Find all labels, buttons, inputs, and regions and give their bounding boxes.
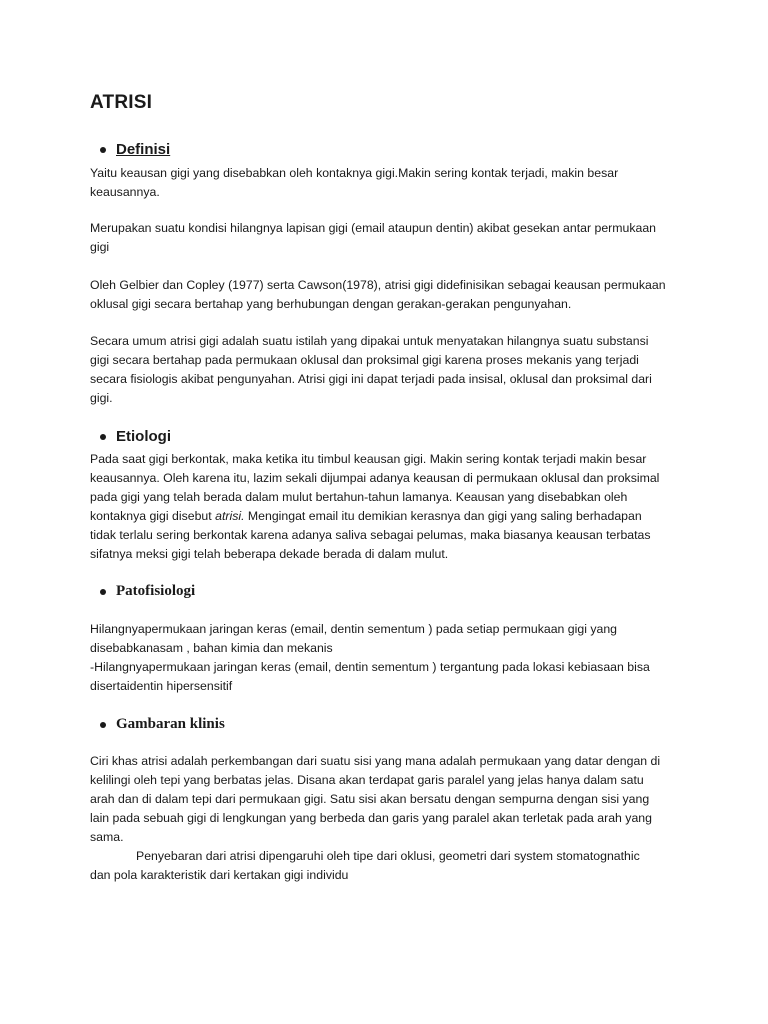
heading-label: Etiologi	[116, 428, 171, 445]
bullet-icon	[100, 434, 106, 440]
text-line: Yaitu keausan gigi yang disebabkan oleh kontaknya gigi.Makin sering kontak terjadi, makin besar	[90, 166, 619, 180]
bullet-icon	[100, 147, 106, 153]
heading-label: Definisi	[116, 141, 171, 158]
italic-term: atrisi.	[215, 509, 245, 523]
text-line: keausannya.	[90, 185, 160, 199]
paragraph-definisi-3	[90, 276, 682, 314]
text-run: Mengingat email itu demikian kerasnya dan gigi yang saling berhadapan	[244, 509, 642, 523]
heading-label: Patofisiologi	[116, 583, 196, 599]
paragraph-gambaran-klinis-2	[90, 847, 682, 885]
text-line: oklusal gigi secara bertahap yang berhubungan dengan gerakan-gerakan pengunyahan.	[90, 297, 572, 311]
text-line: disebabkanasam , bahan kimia dan mekanis	[90, 641, 333, 655]
heading-definisi	[100, 141, 170, 158]
text-line: -Hilangnyapermukaan jaringan keras (email, dentin sementum ) tergantung pada lokasi kebiasaan bisa	[90, 660, 650, 674]
text-line: Oleh Gelbier dan Copley (1977) serta Cawson(1978), atrisi gigi didefinisikan sebagai keausan permukaan	[90, 278, 666, 292]
text-line: lain pada sebuah gigi di lengkungan yang berbeda dan garis yang paralel akan terletak pada arah yang	[90, 811, 652, 825]
text-line: dan pola karakteristik dari kertakan gigi individu	[90, 868, 349, 882]
paragraph-etiologi	[90, 450, 682, 564]
bullet-icon	[100, 589, 106, 595]
text-line: arah dan di dalam tepi dari permukaan gigi. Satu sisi akan bersatu dengan sempurna dengan sisi yang	[90, 792, 650, 806]
text-line	[90, 507, 682, 526]
text-line: Ciri khas atrisi adalah perkembangan dari suatu sisi yang mana adalah permukaan yang datar dengan di	[90, 754, 661, 768]
paragraph-gambaran-klinis-1	[90, 752, 682, 847]
heading-etiologi	[100, 428, 171, 445]
text-line: Hilangnyapermukaan jaringan keras (email, dentin sementum ) pada setiap permukaan gigi yang	[90, 622, 618, 636]
text-line: gigi	[90, 240, 110, 254]
bullet-icon	[100, 722, 106, 728]
text-line: Pada saat gigi berkontak, maka ketika itu timbul keausan gigi. Makin sering kontak terjadi makin besar	[90, 452, 647, 466]
text-line: disertaidentin hipersensitif	[90, 679, 233, 693]
text-line: gigi.	[90, 391, 113, 405]
document-title: ATRISI	[90, 92, 153, 113]
text-line: tidak terlalu sering berkontak karena adanya saliva sebagai pelumas, maka biasanya keausan terbatas	[90, 528, 651, 542]
paragraph-patofisiologi	[90, 620, 682, 696]
heading-gambaran-klinis	[100, 716, 225, 733]
text-line: Penyebaran dari atrisi dipengaruhi oleh tipe dari oklusi, geometri dari system stomatognathic	[136, 849, 640, 863]
paragraph-definisi-4	[90, 332, 682, 408]
paragraph-definisi-1	[90, 164, 682, 202]
paragraph-definisi-2	[90, 219, 682, 257]
text-line: Merupakan suatu kondisi hilangnya lapisan gigi (email ataupun dentin) akibat gesekan antar permukaan	[90, 221, 657, 235]
text-line: pada gigi yang telah berada dalam mulut bertahun-tahun lamanya. Keausan yang disebabkan oleh	[90, 490, 628, 504]
text-run: kontaknya gigi disebut	[90, 509, 216, 523]
heading-patofisiologi	[100, 583, 195, 600]
text-line: kelilingi oleh tepi yang berbatas jelas. Disana akan terdapat garis paralel yang jelas hanya dalam satu	[90, 773, 644, 787]
text-line: secara fisiologis akibat pengunyahan. Atrisi gigi ini dapat terjadi pada insisal, oklusal dan proksimal dari	[90, 372, 652, 386]
text-line: sifatnya meksi gigi telah beberapa dekade berada di dalam mulut.	[90, 547, 449, 561]
text-line: keausannya. Oleh karena itu, lazim sekali dijumpai adanya keausan di permukaan oklusal dan proksimal	[90, 471, 660, 485]
text-line: gigi secara bertahap pada permukaan oklusal dan proksimal gigi karena proses mekanis yang terjadi	[90, 353, 639, 367]
text-line: sama.	[90, 830, 124, 844]
heading-label: Gambaran klinis	[116, 716, 225, 732]
text-line: Secara umum atrisi gigi adalah suatu istilah yang dipakai untuk menyatakan hilangnya suatu substansi	[90, 334, 649, 348]
